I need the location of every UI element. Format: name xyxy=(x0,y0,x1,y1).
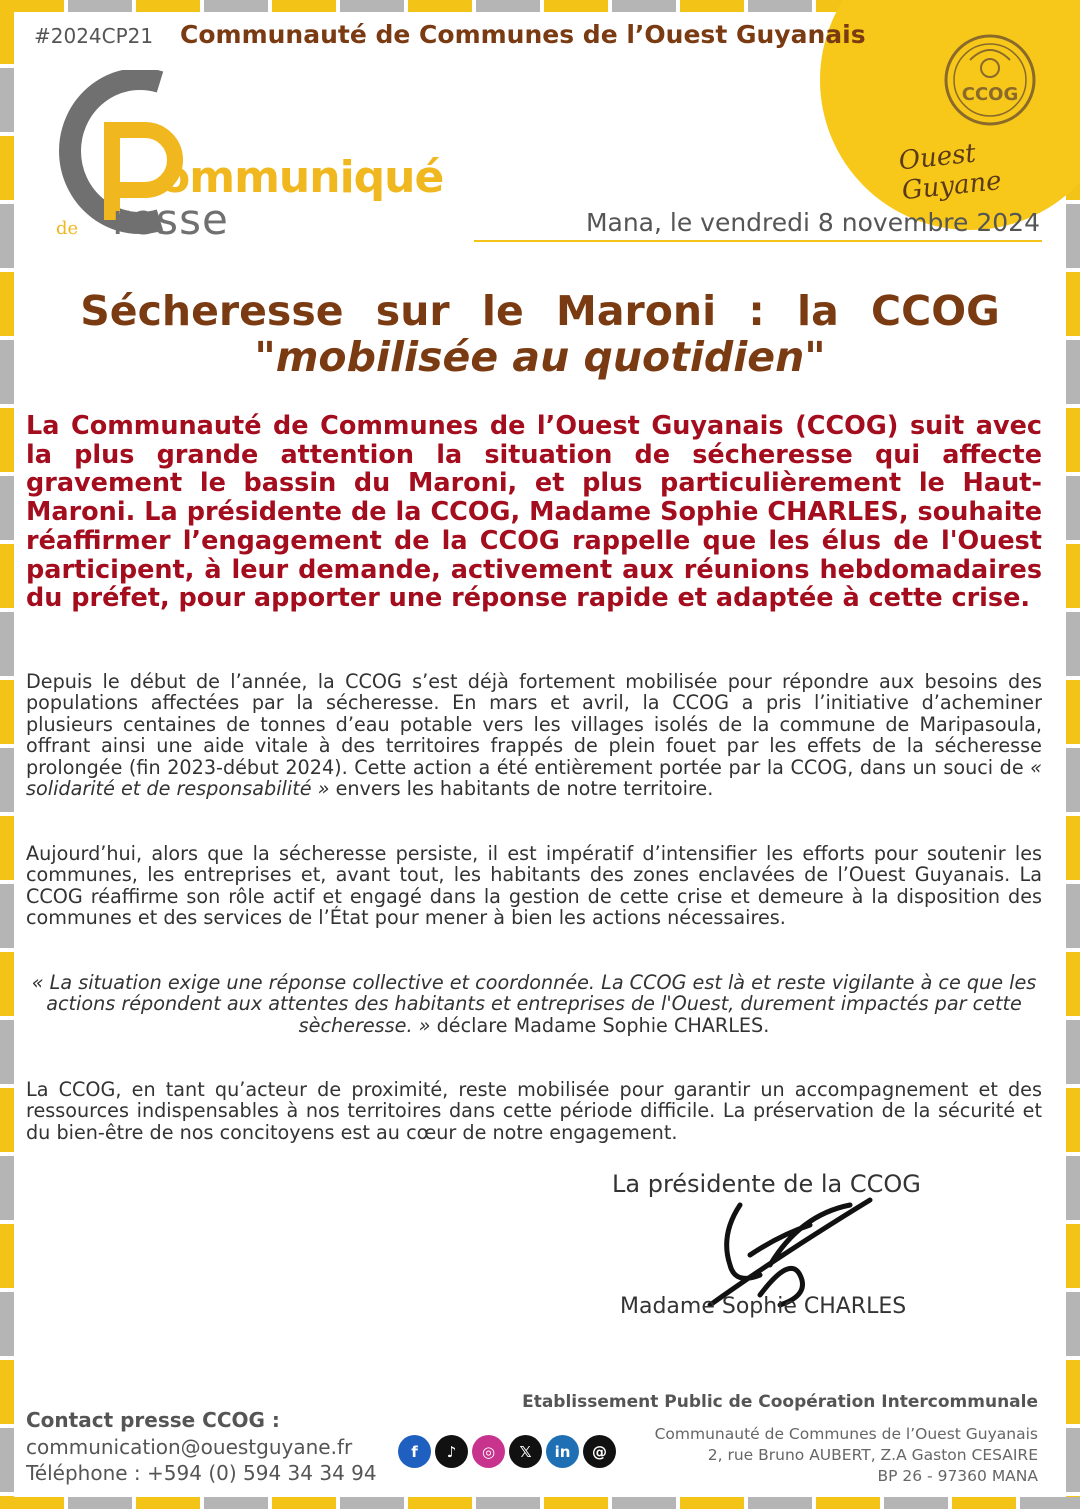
reference-number: #2024CP21 xyxy=(34,24,154,48)
paragraph-1-text-a: Depuis le début de l’année, la CCOG s’est déjà fortement mobilisée pour répondre aux besoins des populations affectées par la sécheresse. En mars et avril, la CCOG a pris l’initiative d’acheminer plusieurs centaines de tonnes d’eau potable vers les villages isolés de la commune de Maripasoula, offrant ainsi une aide vitale à des territoires frappés de plein fouet par les effets de la sécheresse prolongée (fin 2023-début 2024). Cette action a été entièrement portée par la CCOG, dans un souci de xyxy=(26,670,1042,779)
right-border xyxy=(1066,0,1080,1509)
paragraph-1-emphasis: « solidarité et de responsabilité » xyxy=(26,755,1042,801)
release-title xyxy=(70,288,1010,380)
paragraph-1 xyxy=(26,671,1042,799)
presse-word: resse xyxy=(112,195,229,244)
title-line-2: "mobilisée au quotidien" xyxy=(254,333,826,381)
signatory-name: Madame Sophie CHARLES xyxy=(620,1294,907,1319)
social-icons xyxy=(398,1435,616,1468)
epci-label: Etablissement Public de Coopération Intercommunale xyxy=(522,1392,1038,1412)
de-word: de xyxy=(56,218,79,239)
facebook-icon[interactable]: f xyxy=(398,1435,431,1468)
quote-text: « La situation exige une réponse collective et coordonnée. La CCOG est là et reste vigilante à ce que les actions répondent aux attentes des habitants et entreprises de l'Ouest, durement impactés par cette sècheresse. » xyxy=(31,971,1037,1037)
contact-title: Contact presse CCOG : xyxy=(26,1408,280,1432)
address-line-3: BP 26 - 97360 MANA xyxy=(877,1467,1038,1485)
linkedin-icon[interactable]: in xyxy=(546,1435,579,1468)
title-line-1: Sécheresse sur le Maroni : la CCOG xyxy=(80,287,1000,335)
ccog-seal-logo xyxy=(940,30,1040,130)
x-icon[interactable]: 𝕏 xyxy=(509,1435,542,1468)
communique-word: ommuniqué xyxy=(160,152,444,203)
organization-name: Communauté de Communes de l’Ouest Guyanais xyxy=(180,20,866,49)
address-block xyxy=(655,1424,1038,1487)
seal-text: CCOG xyxy=(961,84,1019,105)
paragraph-2: Aujourd’hui, alors que la sécheresse persiste, il est impératif d’intensifier les efforts pour soutenir les communes, les entreprises et, avant tout, les habitants des zones enclavées de l’Ouest Guyanais. La CCOG réaffirme son rôle actif et engagé dans la gestion de cette crise et demeure à la disposition des communes et des services de l’État pour mener à bien les actions nécessaires. xyxy=(26,842,1042,930)
date-underline xyxy=(474,240,1042,242)
quote-paragraph xyxy=(26,972,1042,1036)
left-border xyxy=(0,0,14,1509)
address-line-2: 2, rue Bruno AUBERT, Z.A Gaston CESAIRE xyxy=(707,1446,1038,1464)
threads-icon[interactable]: @ xyxy=(583,1435,616,1468)
bottom-border xyxy=(0,1497,1080,1509)
contact-phone: Téléphone : +594 (0) 594 34 34 94 xyxy=(26,1461,377,1485)
address-line-1: Communauté de Communes de l’Ouest Guyanais xyxy=(654,1425,1038,1443)
logo-script-text: Ouest Guyane xyxy=(897,138,1003,207)
tiktok-icon[interactable]: ♪ xyxy=(435,1435,468,1468)
instagram-icon[interactable]: ◎ xyxy=(472,1435,505,1468)
paragraph-3: La CCOG, en tant qu’acteur de proximité, reste mobilisée pour garantir un accompagnement et des ressources indispensables à nos territoires dans cette période difficile. La préservation de la sécurité et du bien-être de nos concitoyens est au cœur de notre engagement. xyxy=(26,1078,1042,1144)
quote-attribution: déclare Madame Sophie CHARLES. xyxy=(430,1013,770,1037)
contact-email-link[interactable]: communication@ouestguyane.fr xyxy=(26,1435,353,1459)
signature-title: La présidente de la CCOG xyxy=(612,1170,921,1198)
paragraph-1-text-b: envers les habitants de notre territoire. xyxy=(329,777,714,801)
lead-paragraph: La Communauté de Communes de l’Ouest Guyanais (CCOG) suit avec la plus grande attention la situation de sécheresse qui affecte gravement le bassin du Maroni, et plus particulièrement le Haut-Maroni. La présidente de la CCOG, Madame Sophie CHARLES, souhaite réaffirmer l’engagement de la CCOG rappelle que les élus de l'Ouest participent, à leur demande, activement aux réunions hebdomadaires du préfet, pour apporter une réponse rapide et adaptée à cette crise. xyxy=(26,411,1042,614)
release-date: Mana, le vendredi 8 novembre 2024 xyxy=(585,208,1040,237)
